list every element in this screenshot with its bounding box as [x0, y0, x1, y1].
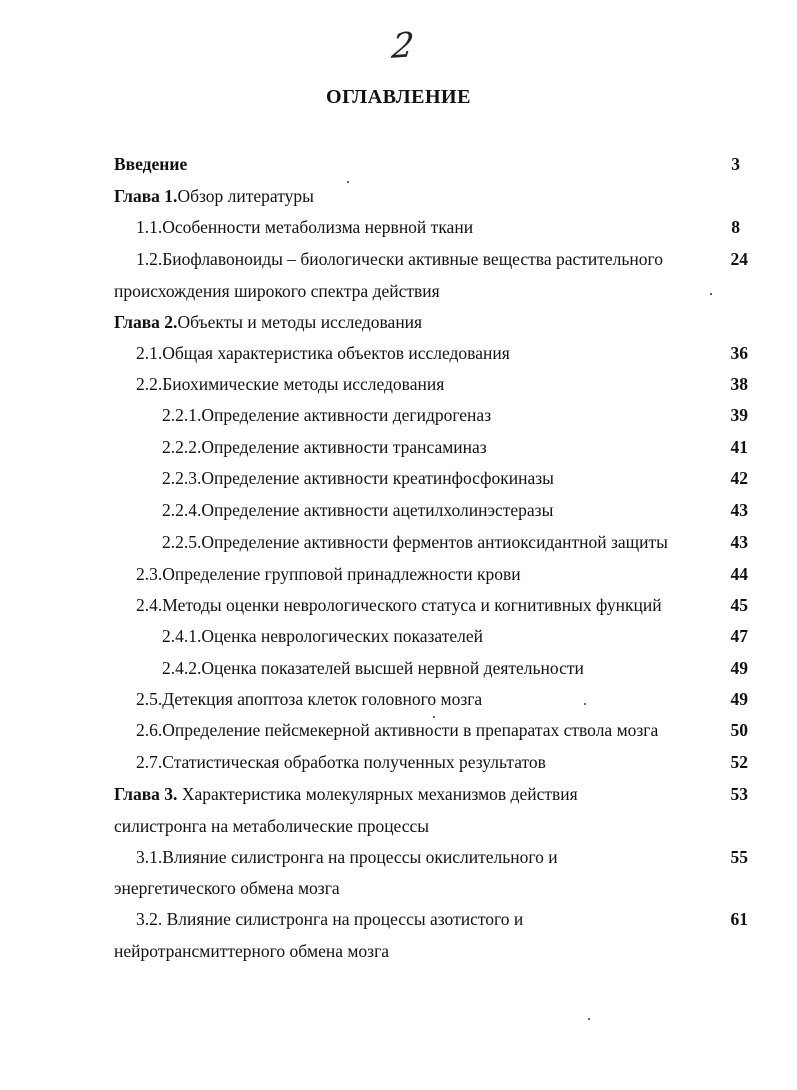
toc-entry-introduction: Введение	[114, 154, 188, 174]
toc-page-number: 24	[730, 249, 748, 269]
toc-entry: 2.7.Статистическая обработка полученных результатов	[136, 752, 546, 772]
toc-page-number: 43	[730, 500, 748, 520]
toc-page-number: 41	[730, 437, 748, 457]
toc-entry: 2.3.Определение групповой принадлежности крови	[136, 564, 521, 584]
toc-page-number: 49	[730, 689, 748, 709]
toc-entry: 2.4.Методы оценки неврологического статуса и когнитивных функций	[136, 595, 662, 615]
toc-entry: 2.2.1.Определение активности дегидрогеназ	[162, 405, 492, 425]
toc-entry-continuation: нейротрансмиттерного обмена мозга	[114, 941, 390, 961]
toc-page-number: 45	[730, 595, 748, 615]
toc-entry: 2.6.Определение пейсмекерной активности в препаратах ствола мозга	[136, 720, 659, 740]
toc-page-number: 36	[730, 343, 748, 363]
toc-entry: 1.1.Особенности метаболизма нервной ткани	[136, 217, 474, 237]
toc-page-number: 8	[731, 217, 740, 237]
toc-entry-continuation: силистронга на метаболические процессы	[114, 816, 430, 836]
toc-page-number: 61	[730, 909, 748, 929]
toc-page-number: 42	[730, 468, 748, 488]
page-title: ОГЛАВЛЕНИЕ	[326, 86, 471, 108]
handwritten-page-number: 2	[389, 25, 416, 67]
toc-page-number: 53	[730, 784, 748, 804]
scan-speck	[584, 703, 586, 705]
toc-page-number: 39	[730, 405, 748, 425]
toc-entry: 2.4.2.Оценка показателей высшей нервной деятельности	[162, 658, 584, 678]
scan-speck	[433, 716, 435, 718]
toc-page-number: 43	[730, 532, 748, 552]
toc-page-number: 55	[730, 847, 748, 867]
toc-entry-chapter-2: Глава 2.Объекты и методы исследования	[114, 312, 423, 332]
toc-page-number: 52	[730, 752, 748, 772]
toc-entry-continuation: энергетического обмена мозга	[114, 878, 340, 898]
toc-entry-chapter-3: Глава 3. Характеристика молекулярных механизмов действия	[114, 784, 578, 804]
scan-speck	[347, 181, 349, 183]
scan-speck	[710, 293, 712, 295]
toc-page-number: 3	[731, 154, 740, 174]
toc-page-number: 38	[730, 374, 748, 394]
toc-page-number: 44	[730, 564, 748, 584]
toc-page-number: 49	[730, 658, 748, 678]
toc-entry: 2.1.Общая характеристика объектов исследования	[136, 343, 510, 363]
toc-entry: 2.4.1.Оценка неврологических показателей	[162, 626, 483, 646]
toc-entry: 2.2.2.Определение активности трансаминаз	[162, 437, 487, 457]
toc-entry-continuation: происхождения широкого спектра действия	[114, 281, 440, 301]
toc-entry: 1.2.Биофлавоноиды – биологически активные вещества растительного	[136, 249, 663, 269]
toc-entry: 2.2.Биохимические методы исследования	[136, 374, 445, 394]
toc-page-number: 50	[730, 720, 748, 740]
toc-entry: 2.2.3.Определение активности креатинфосфокиназы	[162, 468, 554, 488]
toc-entry: 3.2. Влияние силистронга на процессы азотистого и	[136, 909, 524, 929]
toc-entry: 2.5.Детекция апоптоза клеток головного мозга	[136, 689, 483, 709]
toc-entry: 3.1.Влияние силистронга на процессы окислительного и	[136, 847, 558, 867]
toc-entry: 2.2.5.Определение активности ферментов антиоксидантной защиты	[162, 532, 668, 552]
toc-entry: 2.2.4.Определение активности ацетилхолинэстеразы	[162, 500, 554, 520]
toc-page-number: 47	[730, 626, 748, 646]
scan-speck	[588, 1018, 590, 1020]
toc-entry-chapter-1: Глава 1.Обзор литературы	[114, 186, 314, 206]
